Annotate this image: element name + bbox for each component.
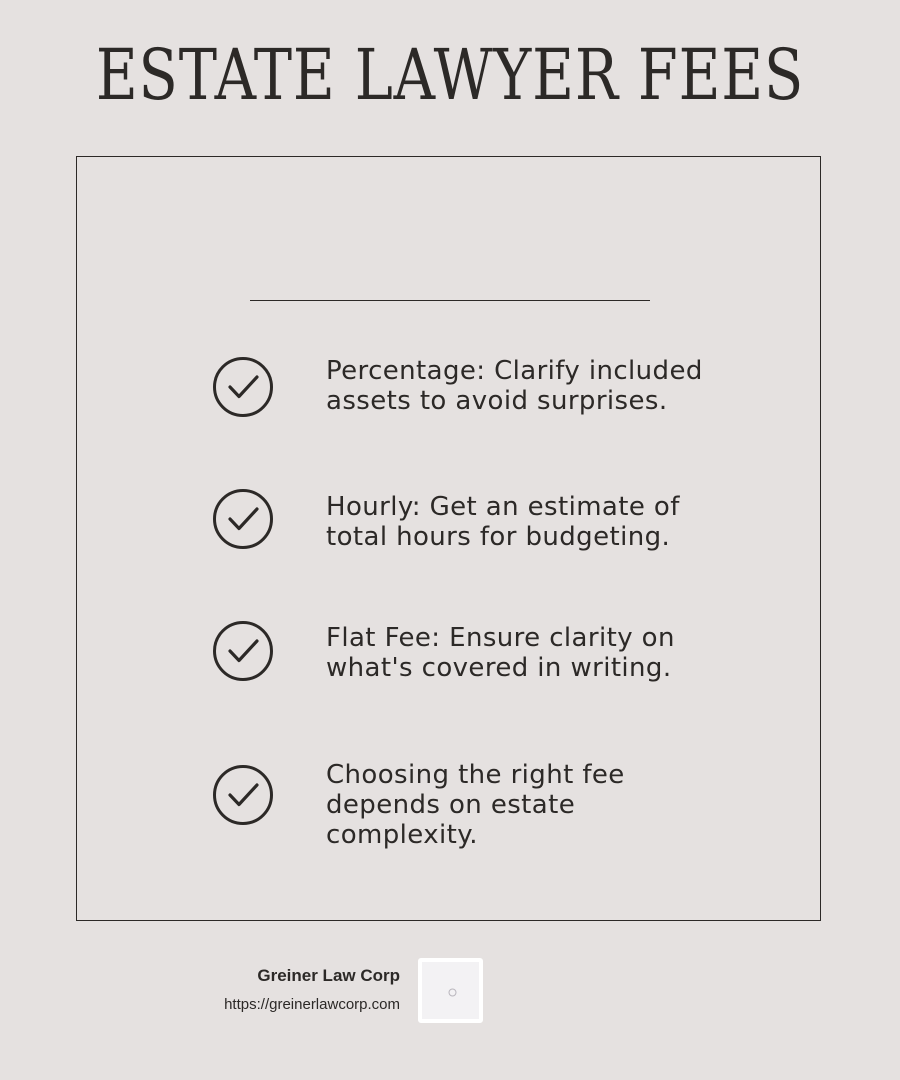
check-circle-icon [212, 488, 274, 550]
list-item [0, 760, 900, 884]
list-item-text: Hourly: Get an estimate of total hours for budgeting. [326, 492, 680, 552]
page-title: ESTATE LAWYER FEES [95, 34, 805, 116]
list-item [0, 356, 900, 476]
company-logo [418, 958, 483, 1023]
check-circle-icon [212, 764, 274, 826]
divider-line [250, 300, 650, 301]
company-name: Greiner Law Corp [257, 966, 400, 985]
list-item-text: Choosing the right fee depends on estate complexity. [326, 760, 625, 850]
company-url[interactable]: https://greinerlawcorp.com [224, 996, 400, 1013]
company-logo-icon [448, 988, 457, 997]
list-item-text: Percentage: Clarify included assets to avoid surprises. [326, 356, 703, 416]
list-item [0, 488, 900, 608]
list-item [0, 620, 900, 740]
check-circle-icon [212, 356, 274, 418]
list-item-text: Flat Fee: Ensure clarity on what's covered in writing. [326, 623, 675, 683]
check-circle-icon [212, 620, 274, 682]
